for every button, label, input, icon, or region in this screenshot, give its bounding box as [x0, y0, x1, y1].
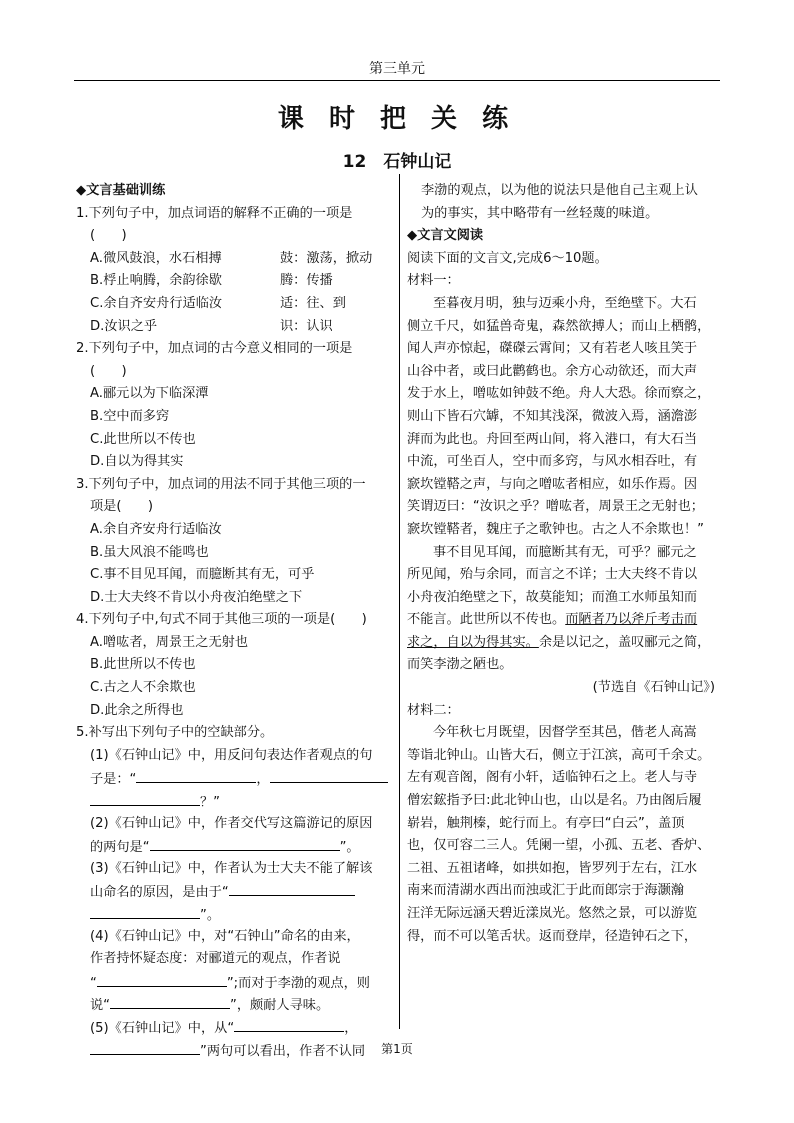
passage-line: 二祖、五祖诸峰，如拱如抱，皆罗列于左右，江水: [407, 860, 698, 876]
q1-option-b: B.桴止响腾，余韵徐歇 腾：传播: [90, 273, 333, 289]
q3-option-b: B.虽大风浪不能鸣也: [90, 544, 209, 560]
passage-line: 求之，自以为得其实。余是以记之，盖叹郦元之简，: [407, 634, 711, 650]
passage-line: 中流，可坐百人，空中而多窍，与风水相吞吐，有: [407, 454, 698, 470]
section-heading-reading: ◆文言文阅读: [407, 228, 484, 244]
material-2-label: 材料二：: [407, 702, 460, 718]
passage-line: 至暮夜月明，独与迈乘小舟，至绝壁下。大石: [433, 295, 697, 311]
q2-option-b: B.空中而多窍: [90, 408, 170, 424]
passage-line: 窾坎镗鞳者，魏庄子之歌钟也。古之人不余欺也！”: [407, 521, 704, 537]
column-divider: [399, 174, 400, 1029]
answer-blank[interactable]: [150, 835, 340, 851]
question-3: 3.下列句子中，加点词的用法不同于其他三项的一: [76, 476, 366, 492]
question-3-cont: 项是( ): [90, 499, 154, 515]
passage-line: 小舟夜泊绝壁之下，故莫能知；而渔工水师虽知而: [407, 589, 698, 605]
lesson-title: 12 石钟山记: [342, 152, 452, 172]
q5-2-line1: (2)《石钟山记》中，作者交代写这篇游记的原因: [90, 815, 373, 831]
q4-option-d: D.此余之所得也: [90, 702, 184, 718]
answer-blank[interactable]: [90, 790, 200, 806]
passage-line: 则山下皆石穴罅，不知其浅深，微波入焉，涵澹澎: [407, 408, 698, 424]
passage-line: 崭岩，触荆榛，蛇行而上。有亭曰“白云”，盖顶: [407, 815, 685, 831]
q5-4-line1: (4)《石钟山记》中，对“石钟山”命名的由来，: [90, 928, 360, 944]
underlined-sentence: 而陋者乃以斧斤考击而: [565, 612, 698, 628]
answer-blank[interactable]: [97, 971, 227, 987]
passage-line: 侧立千尺，如猛兽奇鬼，森然欲搏人；而山上栖鹘，: [407, 318, 711, 334]
passage-line: 事不目见耳闻，而臆断其有无，可乎？郦元之: [433, 544, 697, 560]
underlined-sentence: 求之，自以为得其实。: [407, 634, 539, 650]
q5-1-line3: ？”: [76, 790, 392, 813]
q2-option-c: C.此世所以不传也: [90, 431, 196, 447]
section-heading-basics: ◆文言基础训练: [76, 183, 166, 198]
source-note: (节选自《石钟山记》): [592, 680, 715, 696]
q4-option-b: B.此世所以不传也: [90, 657, 196, 673]
answer-blank[interactable]: [234, 1016, 344, 1032]
passage-line: 笑谓迈曰：“汝识之乎？噌吰者，周景王之无射也；: [407, 499, 704, 515]
passage-line: 窾坎镗鞳之声，与向之噌吰者相应，如乐作焉。因: [407, 476, 698, 492]
material-1-label: 材料一：: [407, 273, 460, 289]
q3-option-d: D.士大夫终不肯以小舟夜泊绝壁之下: [90, 589, 303, 605]
question-1-bracket: ( ): [90, 228, 127, 244]
passage-line: 也，仅可容二三人。凭阑一望，小孤、五老、香炉、: [407, 838, 711, 854]
q1-option-d: D.汝识之乎 识：认识: [90, 318, 333, 334]
passage-line: 不能言。此世所以不传也。而陋者乃以斧斤考击而: [407, 612, 698, 628]
answer-blank[interactable]: [136, 767, 256, 783]
q3-option-c: C.事不目见耳闻，而臆断其有无，可乎: [90, 567, 315, 583]
continued-line-1: 李渤的观点，以为他的说法只是他自己主观上认: [421, 183, 698, 198]
q4-option-c: C.古之人不余欺也: [90, 680, 196, 696]
answer-blank[interactable]: [110, 993, 230, 1009]
passage-line: 发于水上，噌吰如钟鼓不绝。舟人大恐。徐而察之，: [407, 386, 711, 402]
q5-4-line3: “ ”;而对于李渤的观点，则: [76, 971, 392, 994]
question-2-bracket: ( ): [90, 363, 127, 379]
q1-option-c: C.余自齐安舟行适临汝 适：往、到: [90, 295, 346, 311]
right-column: [407, 180, 723, 948]
passage-line: 僧宏鋐指予曰:此北钟山也，山以是名。乃由阁后履: [407, 793, 702, 809]
q5-4-line4: 说“ ”，颇耐人寻味。: [76, 993, 392, 1016]
left-column: [76, 180, 392, 1061]
q5-3-line1: (3)《石钟山记》中，作者认为士大夫不能了解该: [90, 860, 373, 876]
passage-line: 而笑李渤之陋也。: [407, 657, 513, 673]
page-number: 第1页: [381, 1042, 413, 1056]
q5-3-line2: 山命名的原因，是由于“: [76, 880, 392, 903]
q4-option-a: A.噌吰者，周景王之无射也: [90, 634, 249, 650]
passage-line: 闻人声亦惊起，磔磔云霄间；又有若老人咳且笑于: [407, 341, 698, 357]
continued-line-2: 为的事实，其中略带有一丝轻蔑的味道。: [421, 205, 659, 221]
answer-blank[interactable]: [270, 767, 388, 783]
running-header: 第三单元: [369, 61, 425, 77]
q5-1-line1: (1)《石钟山记》中，用反问句表达作者观点的句: [90, 747, 373, 763]
q5-5-line1: (5)《石钟山记》中，从“ ，: [76, 1016, 392, 1039]
q1-option-a: A.微风鼓浪，水石相搏 鼓：激荡，掀动: [90, 250, 373, 266]
question-1: 1.下列句子中，加点词语的解释不正确的一项是: [76, 205, 353, 221]
q5-1-line2: 子是：“ ，: [76, 767, 392, 790]
reading-instructions: 阅读下面的文言文,完成6～10题。: [407, 250, 608, 266]
passage-line: 山谷中者，或曰此鹳鹤也。余方心动欲还，而大声: [407, 363, 698, 379]
q2-option-a: A.郦元以为下临深潭: [90, 386, 209, 402]
q3-option-a: A.余自齐安舟行适临汝: [90, 521, 222, 537]
q5-2-line2: 的两句是“ ”。: [76, 835, 392, 858]
passage-line: 今年秋七月既望，因督学至其邑，偕老人高嵩: [433, 725, 697, 741]
passage-line: 等诣北钟山。山皆大石，侧立于江滨，高可千余丈。: [407, 747, 711, 763]
question-4: 4.下列句子中,句式不同于其他三项的一项是( ): [76, 612, 367, 628]
passage-line: 南来而清湖水西出而浊或汇于此而郎宗于海灏瀚: [407, 883, 684, 899]
q5-4-line2: 作者持怀疑态度：对郦道元的观点，作者说: [90, 951, 341, 967]
q5-3-line3: ”。: [76, 903, 392, 926]
question-2: 2.下列句子中，加点词的古今意义相同的一项是: [76, 341, 353, 357]
header-rule: [74, 80, 720, 81]
passage-line: 左有观音阁，阁有小轩，适临钟石之上。老人与寺: [407, 770, 698, 786]
q2-option-d: D.自以为得其实: [90, 454, 184, 470]
question-5: 5.补写出下列句子中的空缺部分。: [76, 725, 274, 741]
page-title: 课 时 把 关 练: [277, 104, 517, 134]
passage-line: 得，而不可以笔舌状。返而登岸，径造钟石之下，: [407, 928, 698, 944]
answer-blank[interactable]: [90, 903, 200, 919]
passage-line: 汪洋无际远涵天碧近漾岚光。悠然之景，可以游览: [407, 906, 698, 921]
passage-line: 所见闻，殆与余同，而言之不详；士大夫终不肯以: [407, 567, 698, 583]
q5-5-line2: ”两句可以看出，作者不认同: [76, 1039, 392, 1062]
answer-blank[interactable]: [229, 880, 355, 896]
passage-line: 湃而为此也。舟回至两山间，将入港口，有大石当: [407, 431, 698, 447]
